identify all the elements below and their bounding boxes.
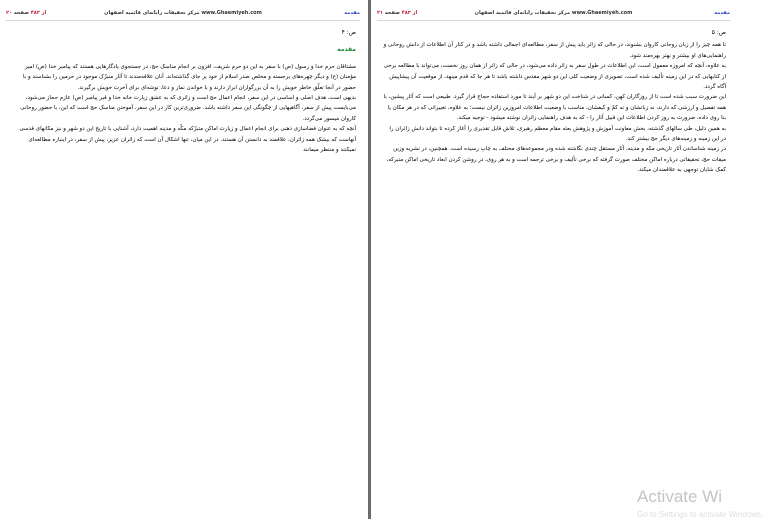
section-link[interactable]: مقدمه [714,10,730,16]
right-page [371,0,738,519]
page-header [6,8,360,18]
paragraph: تا همه چیز را از زبان روحانی کاروان بشنوند، در حالی که زائر باید پیش از سفر، مطالعه‌ای اجمالی داشته باشد و در کنار آن اطلاعات از دانش روحانی و راهنمایی‌های او بیشتر و بهتر بهره‌مند شود. [383,42,726,59]
paragraph: به همین دلیل، طی سالهای گذشته، بخش معاونت آموزش و پژوهش بعثه مقام معظم رهبری، تلاش قابل تقدیری را آغاز کرده تا بتواند دانش زائران را در این زمینه و زمینه‌های دیگر حج بیشتر کند. [389,125,726,143]
page-body [12,28,356,155]
page-number-value: ۲۱ از ۴۸۳ [377,10,418,16]
page-header [377,8,730,18]
site-label: مرکز تحقیقات رایانه‌ای قائمیه اصفهان www.Ghaemiyeh.com [474,10,633,16]
page-body [383,28,726,176]
paragraph: این ضرورت سبب شده است تا از روزگاران کهن، کسانی در شناخت این دو شهر بر آیند تا مورد استفاده حجاج قرار گیرد. طبیعی است که آثار پیشین، با همه تفصیل و ارزشی که دارند، نه زبانشان و نه کمّ و کیفشان، مناسب با وضعیت اطلاعات امروزین زائران نیست؛ به علاوه، تغییراتی که در هر مکان یا بنا روی داده، ضرورت به روز کردن اطلاعات این قبیل آثار را - که به هدف راهنمایی زائران نوشته میشود - توجیه میکند. [383,94,726,122]
page-reference: ص: ۴ [341,29,356,36]
page-number-label: صفحه [13,10,29,16]
page-reference: ص: ۵ [711,29,726,36]
paragraph: آنچه که به عنوان فضاسازی ذهنی برای انجام اعمال و زیارت اماکن متبرّکه مکّه و مدینه اهمیت دارد، آشنایی با تاریخ این دو شهر و نیز مکانهای قدسی آنهاست که بیشک همه زائران، علاقمند به دانستن آن هستند. در این میان، تنها اشکال آن است که زائران عزیز، پیش از سفر، در اینباره مطالعه‌ای نمیکنند و منتظر میمانند [19,126,356,154]
page-number-label: صفحه [384,10,400,16]
activation-watermark-subtitle: Go to Settings to activate Windows. [637,510,763,519]
page-number-value: ۲۰ از ۴۸۳ [6,10,47,16]
left-page [0,0,368,519]
paragraph: در زمینه شناساندن آثار تاریخی مکه و مدینه، آثار مستقل چندی نگاشته شده ودر مجموعه‌های مختلف به چاپ رسیده است. همچنین، در نشریه وزین میقات حج، تحقیقاتی درباره اماکن مختلف صورت گرفته که برخی تألیف و برخی ترجمه است و به هر روی، در روشن کردن ابعاد تاریخی اماکن متبرکه، کمک شایان توجهی به علاقمندان میکند. [386,146,726,174]
section-link[interactable]: مقدمه [344,10,360,16]
paragraph: بدیهی است، هدف اصلی و اساسی در این سفر، انجام اعمال حج است و زائری که به عشق زیارت خانه خدا و قبر پیامبر (ص) عازم حجاز می‌شود، می‌بایست پیش از سفر، آگاهیهایی از چگونگی این سفر داشته باشد. ضروری‌ترین کار در این سفر، آموختن مناسک حج است که این، با حضور روحانی کاروان میسور می‌گردد. [20,95,356,122]
header-rule [6,20,360,21]
paragraph: مشتاقان حرم خدا و رسول (ص) با سفر به این دو حرم شریف، افزون بر انجام مناسک حج، در جستجوی یادگارهایی هستند که پیامبر خدا (ص) امیر مؤمنان (ع) و دیگر چهره‌های برجسته و مخلص صدر اسلام از خود بر جای گذاشته‌اند. آنان علاقه‌مندند تا آثار متبرّک موجود در حرمین را بشناسند و با حضور در آنجا تعلّق خاطر خویش را به آن بزرگواران ابراز دارند و با خواندن نماز و دعا، توشه‌ای برای آخرت خویش برگیرند. [23,63,356,91]
activation-watermark: Activate Wi [637,487,723,506]
section-title: مقدمه [337,46,356,54]
site-label: مرکز تحقیقات رایانه‌ای قائمیه اصفهان www.Ghaemiyeh.com [104,10,262,16]
header-rule [377,20,730,21]
paragraph: به علاوه، آنچه که امروزه معمول است، این اطلاعات در طول سفر به زائر داده می‌شود، در حالی که زائر از همان روز نخست، می‌تواند با مطالعه برخی از کتابهایی که در این زمینه تألیف شده است، تصویری از وضعیت کلی این دو شهر مقدس داشته باشد تا هر جا که قدم مینهد، از موقعیت آن پیشاپیش آگاه گردد. [383,63,726,91]
